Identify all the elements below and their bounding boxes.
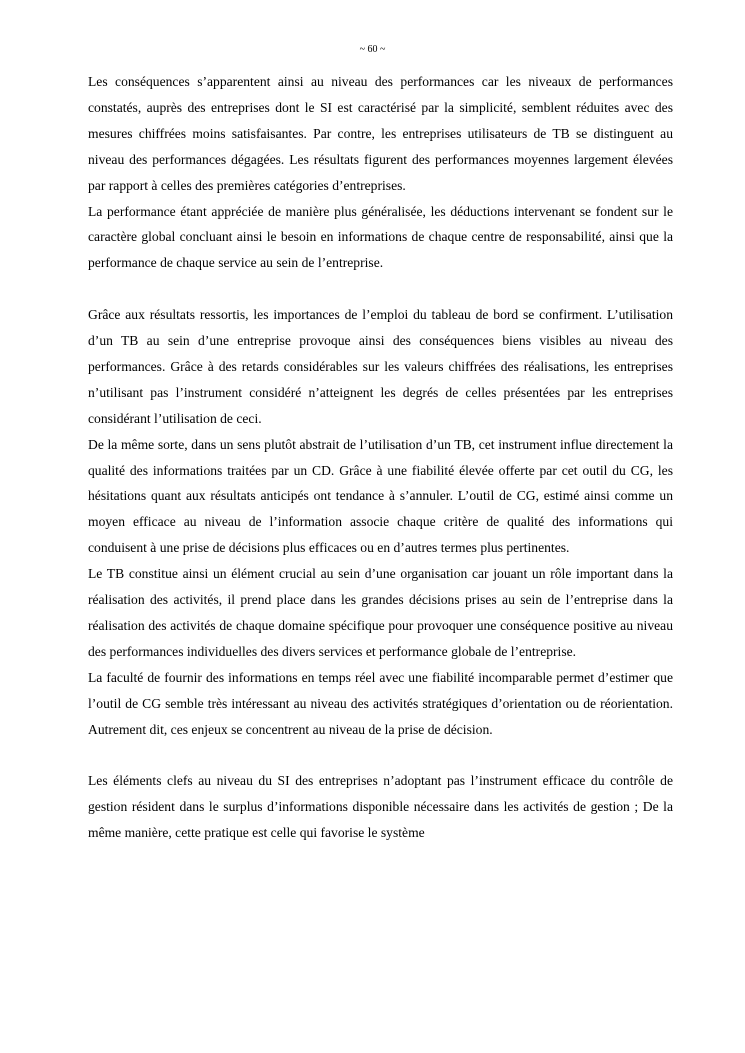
paragraph-spacer [88, 276, 673, 302]
body-text [88, 69, 673, 846]
paragraph-5: Le TB constitue ainsi un élément crucial au sein d’une organisation car jouant un rôle important dans la réalisation des activités, il prend place dans les grandes décisions prises au sein de l’entreprise dans la réalisation des activités de chaque domaine spécifique pour provoquer une conséquence positive au niveau des performances individuelles des divers services et performance globale de l’entreprise. [88, 566, 673, 659]
paragraph-6: La faculté de fournir des informations en temps réel avec une fiabilité incomparable permet d’estimer que l’outil de CG semble très intéressant au niveau des activités stratégiques d’orientation ou de réorientation. Autrement dit, ces enjeux se concentrent au niveau de la prise de décision. [88, 669, 673, 737]
paragraph-3: Grâce aux résultats ressortis, les importances de l’emploi du tableau de bord se confirment. L’utilisation d’un TB au sein d’une entreprise provoque ainsi des conséquences biens visibles au niveau des performances. Grâce à des retards considérables sur les valeurs chiffrées des réalisations, les entreprises n’utilisant pas l’instrument considéré n’atteignent les degrés de celles présentées par les entreprises considérant l’utilisation de ceci. [88, 307, 673, 426]
paragraph-2: La performance étant appréciée de manière plus généralisée, les déductions intervenant se fondent sur le caractère global concluant ainsi le besoin en informations de chaque centre de responsabilité, ainsi que la performance de chaque service au sein de l’entreprise. [88, 203, 673, 271]
paragraph-7: Les éléments clefs au niveau du SI des entreprises n’adoptant pas l’instrument efficace du contrôle de gestion résident dans le surplus d’informations disponible nécessaire dans les activités de gestion ; De la même manière, cette pratique est celle qui favorise le système [88, 773, 673, 841]
paragraph-4: De la même sorte, dans un sens plutôt abstrait de l’utilisation d’un TB, cet instrument influe directement la qualité des informations traitées par un CD. Grâce à une fiabilité élevée offerte par cet outil du CG, les hésitations quant aux résultats anticipés ont tendance à s’annuler. L’outil de CG, estimé ainsi comme un moyen efficace au niveau de l’information associe chaque critère de qualité des informations qui conduisent à une prise de décisions plus efficaces ou en d’autres termes plus pertinentes. [88, 436, 673, 556]
paragraph-spacer [88, 743, 673, 769]
page-number: ~ 60 ~ [359, 44, 386, 55]
paragraph-1: Les conséquences s’apparentent ainsi au niveau des performances car les niveaux de performances constatés, auprès des entreprises dont le SI est caractérisé par la simplicité, semblent réduites avec des mesures chiffrées moins satisfaisantes. Par contre, les entreprises utilisateurs de TB se distinguent au niveau des performances dégagées. Les résultats figurent des performances moyennes largement élevées par rapport à celles des premières catégories d’entreprises. [88, 74, 673, 193]
